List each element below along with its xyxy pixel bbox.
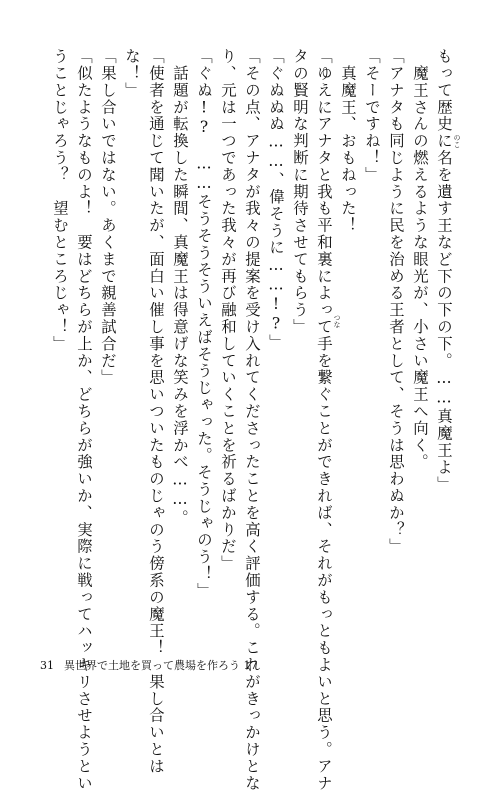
text-column-14: な！」 — [123, 48, 141, 99]
page-footer — [40, 659, 258, 673]
ruby-tsuna: つな — [333, 314, 341, 328]
text-column-3: 「アナタも同じように民を治める王者として、そうは思わぬか？」 — [387, 48, 405, 555]
text-column-4: 「そーですね！」 — [363, 48, 381, 184]
text-column-16: 「似たようなものよ！ 要はどちらが上か、どちらが強いか、実際に戦ってハッキリさせようとい — [75, 48, 93, 792]
text-column-12: 話題が転換した瞬間、真魔王は得意げな笑みを浮かべ……。 — [171, 48, 189, 527]
text-column-2: 魔王さんの燃えるような眼光が、小さい魔王へ向く。 — [411, 48, 429, 471]
text-column-10: り、元は一つであった我々が再び融和していくことを祈るばかりだ」 — [219, 48, 237, 572]
page-number: 31 — [40, 659, 54, 672]
text-column-17: うことじゃろう？ 望むところじゃ！」 — [51, 48, 69, 353]
ruby-nokosu: のこ — [453, 134, 461, 148]
text-column-1: もって歴史に名を遺す王など下の下の下。……真魔王よ」 — [435, 48, 453, 493]
text-column-11: 「ぐぬ!? ……そうそうそういえばそうじゃった。そうじゃのう！」 — [195, 48, 213, 600]
text-column-8: 「ぐぬぬぬ……、偉そうに……!?」 — [267, 48, 285, 351]
book-title: 異世界で土地を買って農場を作ろう 17 — [64, 659, 258, 672]
text-column-5: 真魔王、おもねった！ — [339, 48, 357, 234]
text-column-7: タの賢明な判断に期待させてもらう」 — [291, 48, 309, 336]
text-column-6: 「ゆえにアナタと我も平和裏によって手を繋ぐことができれば、それがもっともよいと思う。アナ — [315, 48, 333, 792]
text-column-13: 「使者を通じて聞いたが、面白い催し事を思いついたものじゃのう傍系の魔王！ 果し合いとは — [147, 48, 165, 775]
text-column-9: 「その点、アナタが我々の提案を受け入れてくださったことを高く評価する。これがきっかけとな — [243, 48, 261, 792]
text-column-15: 「果し合いではない。あくまで親善試合だ」 — [99, 48, 117, 386]
